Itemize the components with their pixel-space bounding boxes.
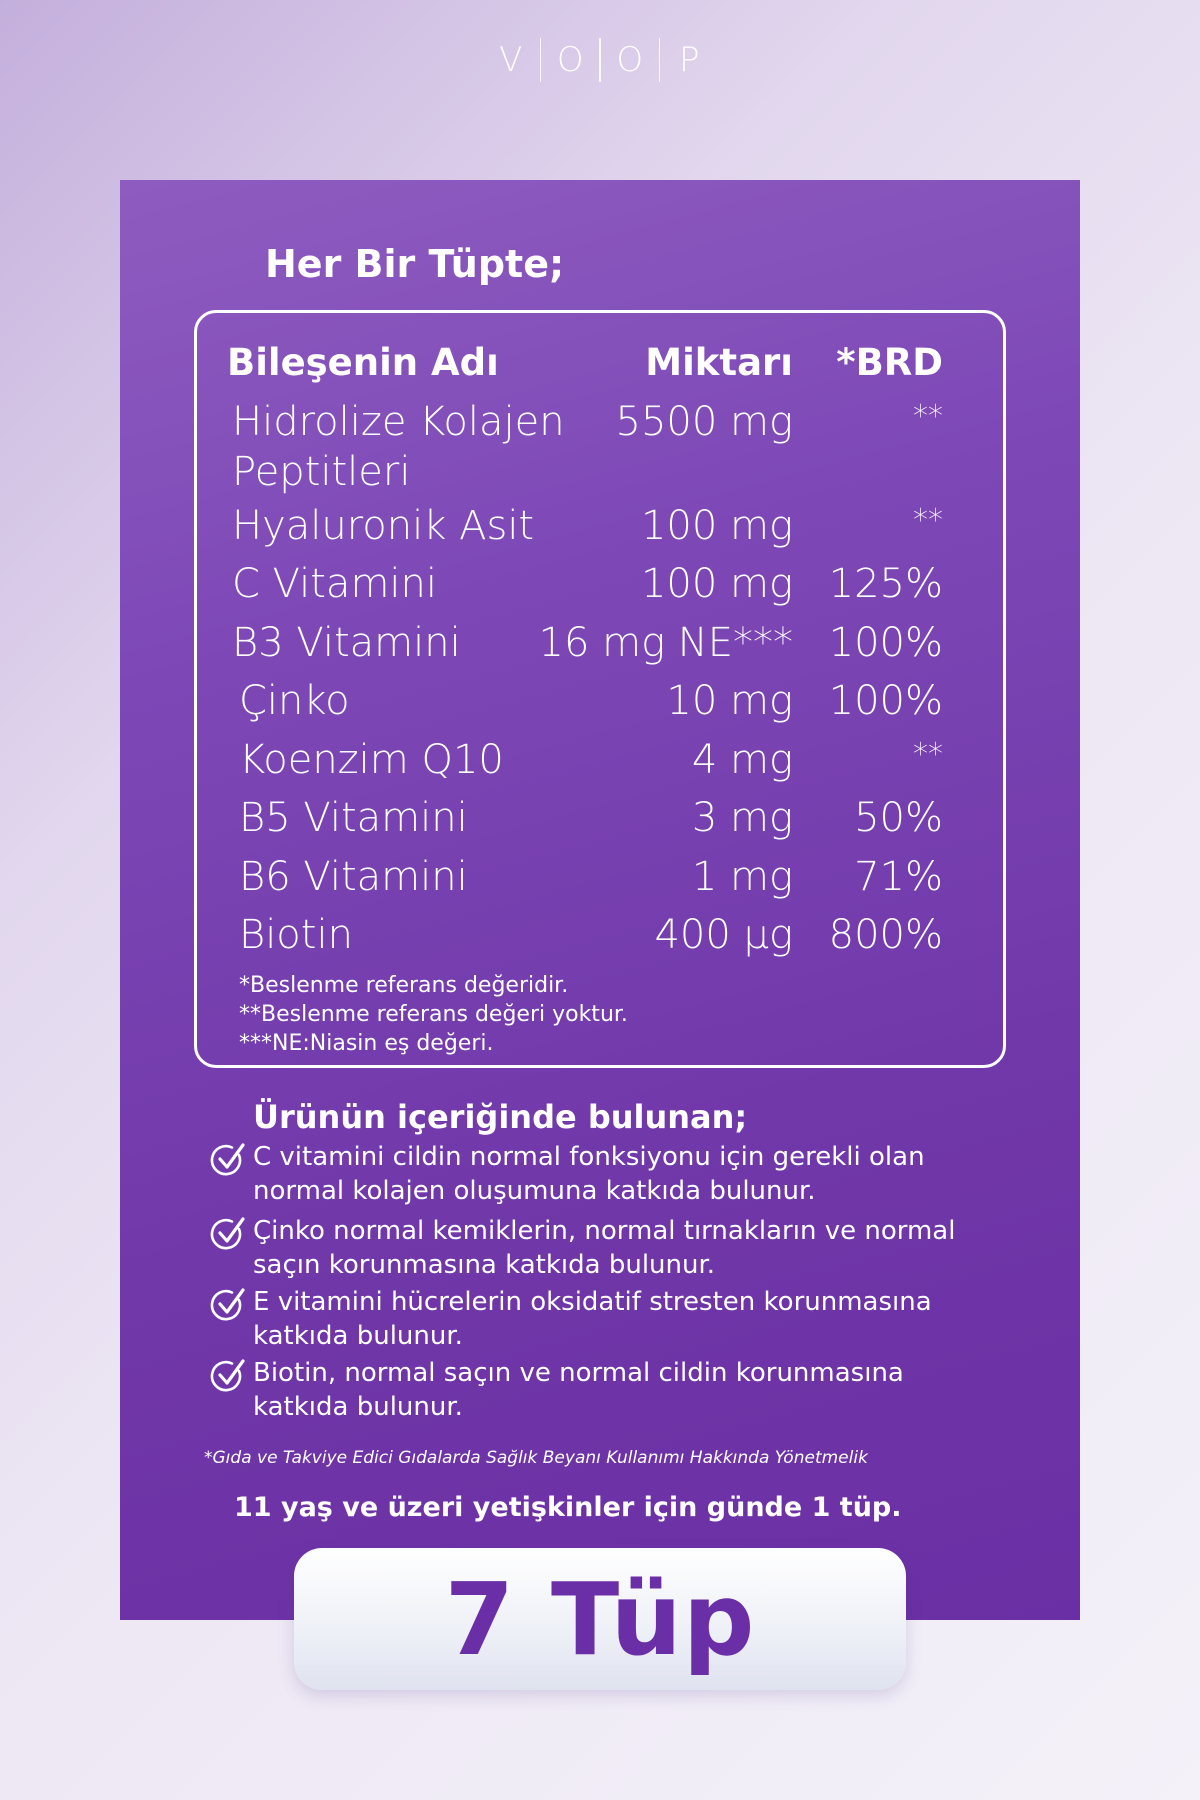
- header-brd: *BRD: [836, 341, 943, 384]
- claim-text: C vitamini cildin normal fonksiyonu için gerekli olan: [253, 1142, 925, 1172]
- ingredient-amount: 1 mg: [691, 854, 793, 900]
- ingredient-brd: 100%: [828, 678, 943, 724]
- regulation-footnote: *Gıda ve Takviye Edici Gıdalarda Sağlık Beyanı Kullanımı Hakkında Yönetmelik: [204, 1448, 868, 1468]
- header-amount: Miktarı: [645, 341, 793, 384]
- ingredient-brd: 71%: [854, 854, 943, 900]
- claim-text: Biotin, normal saçın ve normal cildin korunmasına: [253, 1358, 904, 1388]
- ingredient-amount: 3 mg: [691, 795, 793, 841]
- claim-text-cont: katkıda bulunur.: [253, 1392, 463, 1422]
- ingredient-amount: 10 mg: [666, 678, 793, 724]
- note-line: **Beslenme referans değeri yoktur.: [239, 1002, 628, 1027]
- ingredient-amount: 4 mg: [691, 737, 793, 783]
- note-line: *Beslenme referans değeridir.: [239, 973, 569, 998]
- check-circle-icon: [210, 1142, 246, 1178]
- content-panel: [120, 180, 1080, 1620]
- ingredient-amount: 16 mg NE***: [538, 620, 793, 666]
- check-circle-icon: [210, 1287, 246, 1323]
- claims-title: Ürünün içeriğinde bulunan;: [253, 1098, 748, 1136]
- ingredient-amount: 400 μg: [654, 912, 793, 958]
- ingredient-brd: 100%: [828, 620, 943, 666]
- ingredient-name: Koenzim Q10: [239, 737, 504, 783]
- ingredient-name: B6 Vitamini: [239, 854, 468, 900]
- claim-text: Çinko normal kemiklerin, normal tırnakların ve normal: [253, 1216, 956, 1246]
- ingredient-brd: **: [913, 399, 943, 434]
- panel-title: Her Bir Tüpte;: [265, 242, 565, 286]
- ingredient-amount: 100 mg: [640, 561, 793, 607]
- table-notes: [239, 971, 628, 1058]
- check-circle-icon: [210, 1358, 246, 1394]
- ingredient-name: Biotin: [239, 912, 353, 958]
- logo-letter: O: [556, 40, 584, 80]
- note-line: ***NE:Niasin eş değeri.: [239, 1031, 494, 1056]
- ingredients-table: [194, 310, 1006, 1068]
- usage-instruction: 11 yaş ve üzeri yetişkinler için günde 1 tüp.: [234, 1492, 902, 1523]
- ingredient-name: B3 Vitamini: [232, 620, 461, 666]
- header-name: Bileşenin Adı: [227, 341, 499, 384]
- ingredient-amount: 100 mg: [640, 503, 793, 549]
- logo-letter: P: [678, 40, 700, 80]
- check-circle-icon: [210, 1216, 246, 1252]
- claim-text-cont: saçın korunmasına katkıda bulunur.: [253, 1250, 716, 1280]
- claim-text-cont: normal kolajen oluşumuna katkıda bulunur.: [253, 1176, 816, 1206]
- ingredient-name: B5 Vitamini: [239, 795, 468, 841]
- ingredient-brd: 50%: [854, 795, 943, 841]
- claim-text-cont: katkıda bulunur.: [253, 1321, 463, 1351]
- claim-text: E vitamini hücrelerin oksidatif stresten korunmasına: [253, 1287, 932, 1317]
- logo-letter: V: [499, 40, 523, 80]
- ingredient-name-cont: Peptitleri: [232, 449, 411, 495]
- ingredient-brd: 800%: [828, 912, 943, 958]
- ingredient-brd: **: [913, 503, 943, 538]
- logo-letter: O: [616, 40, 644, 80]
- ingredient-name: C Vitamini: [232, 561, 437, 607]
- ingredient-brd: 125%: [828, 561, 943, 607]
- package-count: 7 Tüp: [444, 1560, 756, 1678]
- ingredient-name: Hyaluronik Asit: [232, 503, 535, 549]
- brand-logo: [0, 38, 1200, 82]
- ingredient-amount: 5500 mg: [615, 399, 793, 445]
- ingredient-brd: **: [913, 737, 943, 772]
- ingredient-name: Çinko: [239, 678, 350, 724]
- ingredient-name: Hidrolize Kolajen: [232, 399, 565, 445]
- package-count-badge: [294, 1548, 906, 1690]
